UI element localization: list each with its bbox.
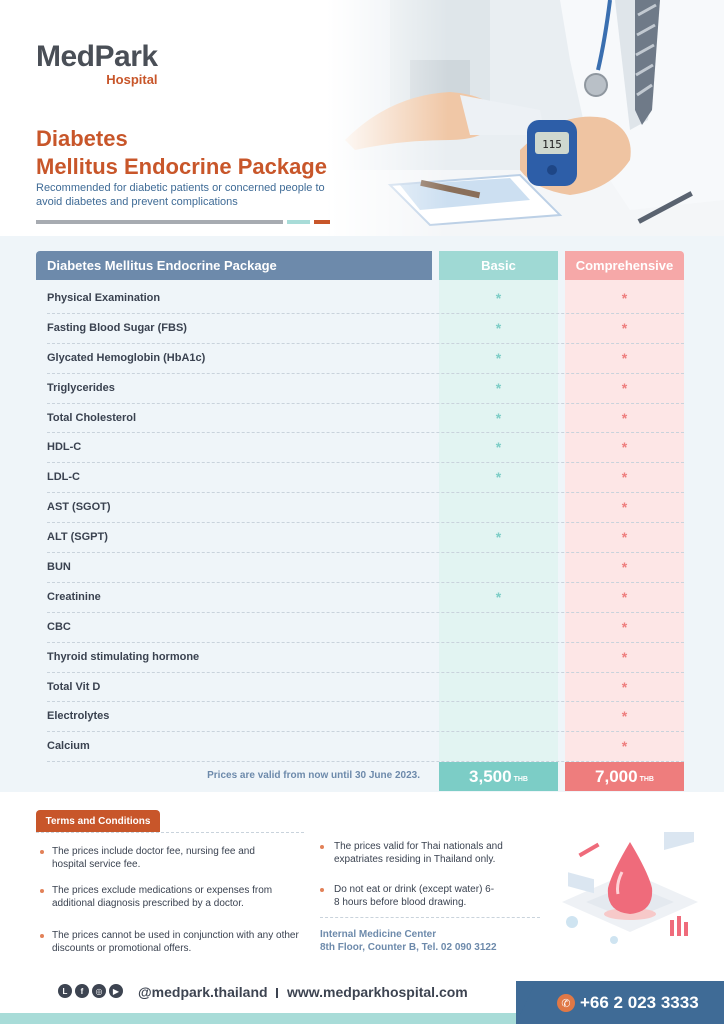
basic-included-mark: * [495, 588, 502, 605]
comprehensive-included-mark: * [621, 529, 628, 546]
terms-item-3: The prices cannot be used in conjunction with any other discounts or promotional offers. [52, 930, 299, 954]
basic-included-mark: * [495, 439, 502, 456]
basic-included-mark: * [495, 290, 502, 306]
comprehensive-included-mark: * [621, 738, 628, 755]
comprehensive-included-mark: * [621, 409, 628, 426]
terms-item-5: Do not eat or drink (except water) 6-8 hours before blood drawing. [334, 884, 495, 908]
footer-divider [276, 988, 278, 998]
center-name: Internal Medicine Center [320, 929, 437, 940]
table-row [36, 643, 684, 673]
line-icon[interactable]: L [58, 984, 72, 998]
table-row [36, 583, 684, 613]
table-row [36, 314, 684, 344]
comprehensive-included-mark: * [621, 349, 628, 366]
basic-included-mark: * [495, 409, 502, 426]
table-row [36, 284, 684, 314]
row-label: Calcium [47, 740, 90, 753]
table-row [36, 702, 684, 732]
page-subtitle: Recommended for diabetic patients or concerned people to avoid diabetes and prevent complications [36, 182, 325, 208]
table-row [36, 374, 684, 404]
price-basic-currency: THB [513, 775, 528, 783]
row-label: Physical Examination [47, 292, 161, 304]
price-basic [439, 762, 558, 791]
grey-bar [36, 220, 283, 224]
table-header-basic: Basic [439, 251, 558, 280]
logo-subtitle: Hospital [106, 72, 158, 87]
table-row [36, 732, 684, 762]
basic-included-mark: * [495, 469, 502, 486]
comprehensive-included-mark: * [621, 648, 628, 665]
logo-wordmark: MedPark [36, 40, 158, 73]
row-label: Total Cholesterol [47, 411, 137, 424]
header-banner [0, 0, 724, 236]
row-label: CBC [47, 620, 71, 633]
row-label: ALT (SGPT) [47, 531, 108, 544]
terms-separator [320, 917, 540, 918]
bullet-icon [40, 934, 44, 938]
doctor-glucose-meter-photo [330, 0, 724, 236]
website-link[interactable]: www.medparkhospital.com [287, 984, 468, 1000]
basic-included-mark: * [495, 529, 502, 546]
basic-included-mark: * [495, 319, 502, 336]
bullet-icon [320, 845, 324, 849]
row-label: Fasting Blood Sugar (FBS) [47, 321, 187, 334]
row-label: Triglycerides [47, 381, 115, 394]
row-label: HDL-C [47, 441, 82, 454]
facebook-icon[interactable]: f [75, 984, 89, 998]
terms-item-4: The prices valid for Thai nationals and expatriates residing in Thailand only. [334, 841, 503, 865]
comprehensive-included-mark: * [621, 708, 628, 725]
terms-item-2: The prices exclude medications or expenses from additional diagnosis prescribed by a doctor. [52, 885, 273, 909]
price-validity-note: Prices are valid from now until 30 June 2023. [207, 770, 420, 781]
phone-icon: ✆ [557, 994, 575, 1012]
table-rows [36, 284, 684, 762]
center-info [320, 928, 497, 954]
comprehensive-included-mark: * [621, 678, 628, 695]
row-label: Total Vit D [47, 680, 101, 693]
table-row [36, 613, 684, 643]
table-row [36, 553, 684, 583]
row-label: Creatinine [47, 590, 101, 603]
basic-included-mark: * [495, 379, 502, 396]
orange-bar [314, 220, 330, 224]
price-comprehensive-value: 7,000 [595, 766, 638, 786]
bullet-icon [40, 850, 44, 854]
table-row [36, 673, 684, 703]
table-header-package: Diabetes Mellitus Endocrine Package [36, 251, 432, 280]
row-label: Glycated Hemoglobin (HbA1c) [47, 351, 206, 364]
comprehensive-included-mark: * [621, 379, 628, 396]
bullet-icon [320, 888, 324, 892]
table-row [36, 463, 684, 493]
terms-tab: Terms and Conditions [36, 810, 160, 832]
price-comprehensive [565, 762, 684, 791]
medpark-logo [36, 42, 158, 87]
table-row [36, 433, 684, 463]
row-label: LDL-C [47, 471, 80, 484]
comprehensive-included-mark: * [621, 439, 628, 456]
youtube-icon[interactable]: ▶ [109, 984, 123, 998]
package-table [0, 236, 724, 792]
table-row [36, 493, 684, 523]
blood-drop-illustration [552, 832, 708, 954]
basic-included-mark: * [495, 349, 502, 366]
instagram-icon[interactable]: ◎ [92, 984, 106, 998]
row-label: Electrolytes [47, 710, 110, 723]
social-icons [58, 984, 123, 998]
teal-bar [287, 220, 310, 224]
bullet-icon [40, 889, 44, 893]
phone-number[interactable]: +66 2 023 3333 [580, 993, 699, 1012]
row-label: AST (SGOT) [47, 501, 111, 514]
comprehensive-included-mark: * [621, 559, 628, 576]
terms-divider [36, 832, 304, 833]
table-row [36, 344, 684, 374]
comprehensive-included-mark: * [621, 319, 628, 336]
row-label: BUN [47, 561, 71, 574]
comprehensive-included-mark: * [621, 588, 628, 605]
price-comprehensive-currency: THB [639, 775, 654, 783]
comprehensive-included-mark: * [621, 618, 628, 635]
price-basic-value: 3,500 [469, 766, 512, 786]
social-handle[interactable]: @medpark.thailand [138, 984, 268, 1000]
table-header-comprehensive: Comprehensive [565, 251, 684, 280]
terms-item-1: The prices include doctor fee, nursing fee and hospital service fee. [52, 846, 255, 870]
table-row [36, 404, 684, 434]
center-location: 8th Floor, Counter B, Tel. 02 090 3122 [320, 942, 497, 953]
comprehensive-included-mark: * [621, 499, 628, 516]
page-title-line-1: Diabetes [36, 126, 128, 151]
row-label: Thyroid stimulating hormone [47, 650, 200, 663]
table-row [36, 523, 684, 553]
comprehensive-included-mark: * [621, 469, 628, 486]
page-title-line-2: Mellitus Endocrine Package [36, 154, 327, 179]
comprehensive-included-mark: * [621, 290, 628, 306]
